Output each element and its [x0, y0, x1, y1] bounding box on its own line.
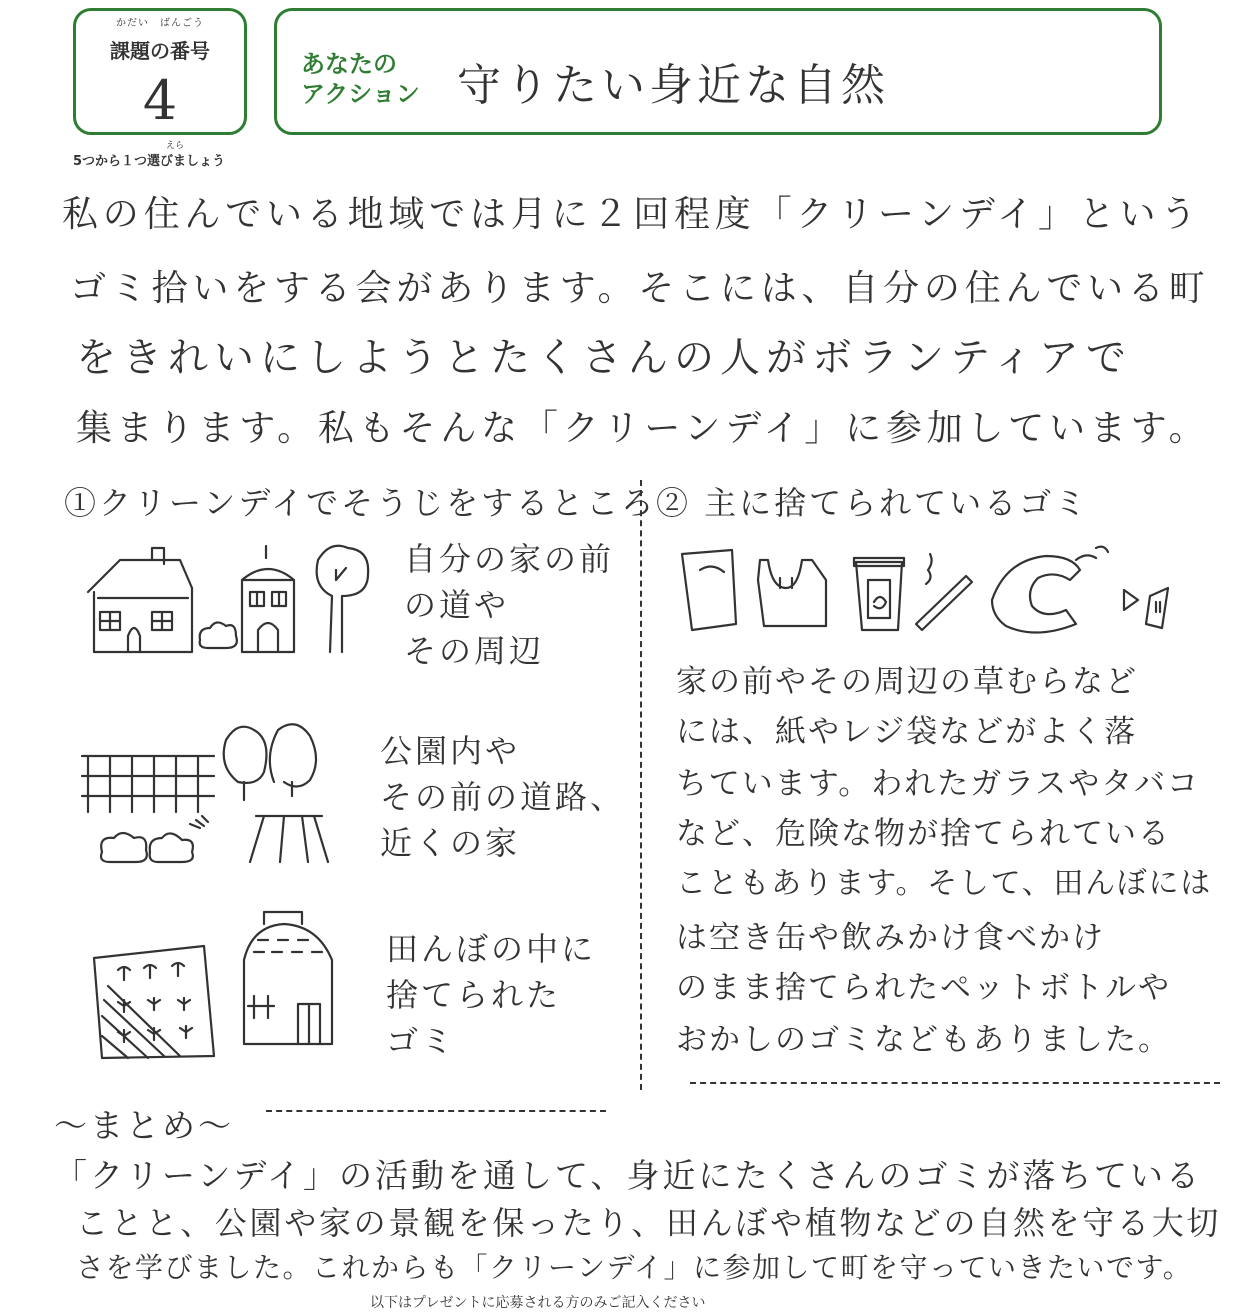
intro-line-2: ゴミ拾いをする会があります。そこには、自分の住んでいる町 [70, 268, 1210, 309]
section2-line-4: など、危険な物が捨てられている [676, 816, 1171, 852]
task-number-label: 課題の番号 [110, 39, 210, 63]
section1-heading: ①クリーンデイでそうじをするところ [64, 484, 657, 522]
place1-line-1: 自分の家の前 [404, 540, 615, 578]
place3-line-1: 田んぼの中に [386, 930, 597, 968]
section2-line-2: には、紙やレジ袋などがよく落 [676, 714, 1138, 750]
place1-line-3: その周辺 [404, 632, 545, 670]
task-number-box [73, 8, 247, 135]
summary-line-1: 「クリーンデイ」の活動を通して、身近にたくさんのゴミが落ちている [54, 1156, 1203, 1195]
section2-line-1: 家の前やその周辺の草むらなど [676, 664, 1138, 700]
place3-line-2: 捨てられた [386, 976, 562, 1014]
section2-underline [690, 1082, 1220, 1084]
place2-line-1: 公園内や [380, 732, 521, 770]
section2-line-8: おかしのゴミなどもありました。 [676, 1022, 1171, 1058]
summary-heading-rule [266, 1110, 606, 1112]
footer-note: 以下はプレゼントに応募される方のみご記入ください [370, 1295, 706, 1311]
summary-line-3: さを学びました。これからも「クリーンデイ」に参加して町を守っていきたいです。 [76, 1251, 1193, 1284]
park-drawing [78, 716, 338, 876]
action-label-line1: あなたの [301, 50, 397, 78]
section2-line-7: のまま捨てられたペットボトルや [676, 970, 1171, 1006]
section2-line-3: ちています。われたガラスやタバコ [676, 766, 1200, 802]
intro-line-3: をきれいにしようとたくさんの人がボランティアで [76, 335, 1132, 381]
place2-caption [380, 728, 625, 866]
section2-line-5: こともあります。そして、田んぼには [676, 866, 1212, 901]
action-label-line2: アクション [301, 80, 420, 108]
place2-line-3: 近くの家 [380, 824, 521, 862]
section2-line-6: は空き缶や飲みかけ食べかけ [676, 920, 1105, 956]
house-drawing [80, 540, 400, 670]
summary-heading: 〜まとめ〜 [54, 1106, 234, 1145]
place3-line-3: ゴミ [386, 1022, 457, 1060]
intro-line-4: 集まります。私もそんな「クリーンデイ」に参加しています。 [76, 408, 1210, 449]
task-number-hint: 5つから１つ選びましょう [73, 154, 226, 169]
intro-line-1: 私の住んでいる地域では月に２回程度「クリーンデイ」という [62, 194, 1202, 235]
action-title: 守りたい身近な自然 [457, 60, 889, 111]
action-label [301, 49, 420, 109]
action-title-box [274, 8, 1162, 135]
litter-drawing [676, 540, 1216, 650]
task-number-hint-ruby: えら [166, 141, 185, 151]
summary-line-2: ことと、公園や家の景観を保ったり、田んぼや植物などの自然を守る大切 [76, 1204, 1222, 1242]
task-number-value: 4 [142, 69, 178, 132]
column-divider [640, 480, 642, 1090]
place3-caption [386, 926, 596, 1064]
rice-field-drawing [88, 906, 348, 1066]
place1-caption [404, 536, 614, 674]
section2-heading: ② 主に捨てられているゴミ [656, 484, 1090, 522]
place2-line-2: その前の道路、 [380, 778, 626, 816]
place1-line-2: の道や [404, 586, 510, 624]
task-number-ruby: かだい ばんごう [116, 18, 204, 29]
